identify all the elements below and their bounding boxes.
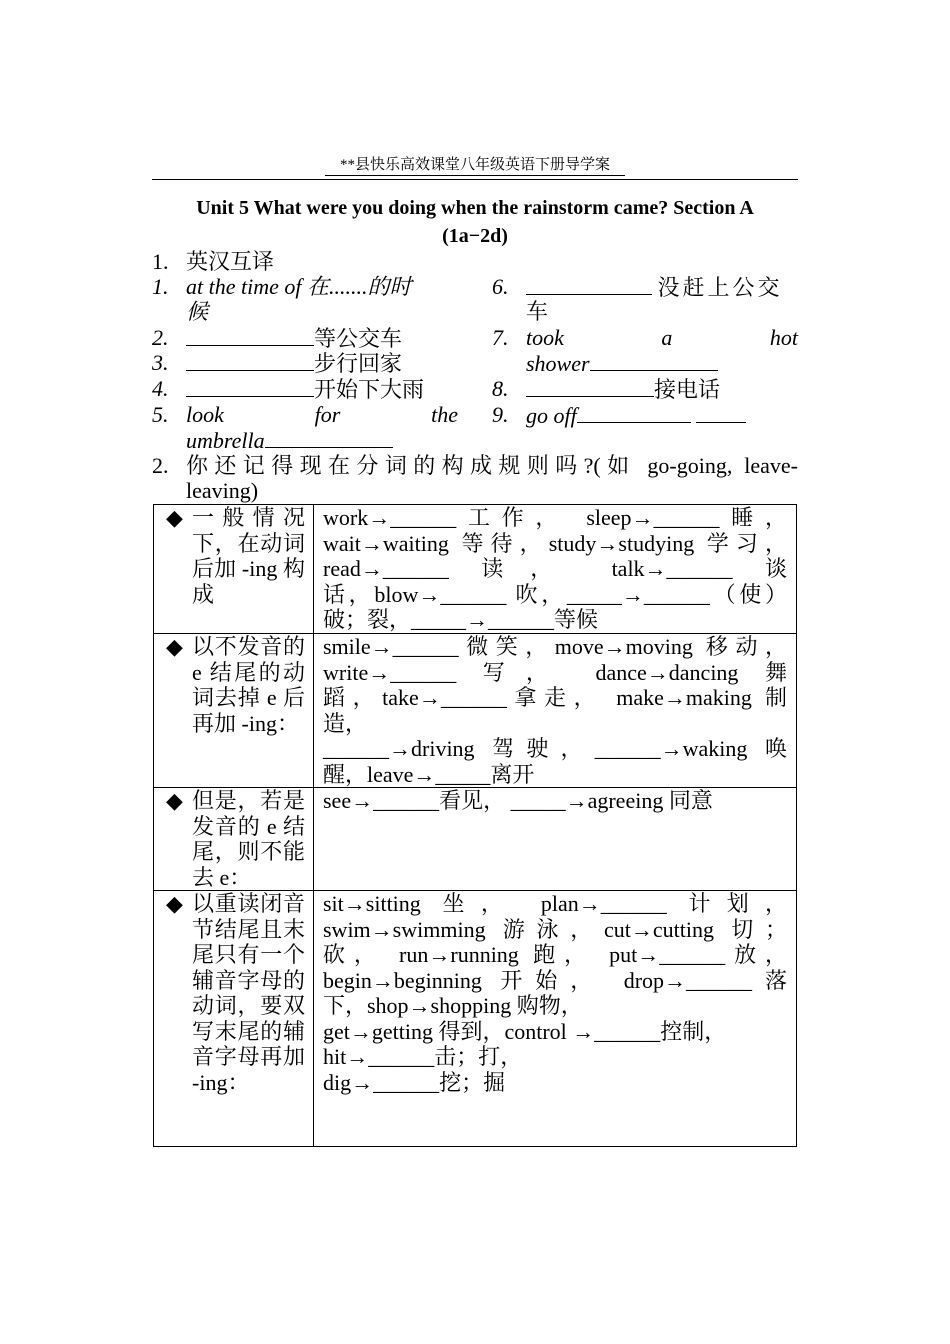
- example-line: hit→______击；打，: [323, 1044, 523, 1069]
- vocab-chinese: 等公交车: [314, 326, 403, 351]
- example-line: ______→driving 驾驶，______→waking 唤: [323, 736, 787, 761]
- diamond-bullet-icon: ◆: [166, 505, 183, 530]
- examples-cell: [314, 634, 797, 788]
- answer-blank[interactable]: [186, 376, 314, 397]
- answer-blank[interactable]: [186, 350, 314, 371]
- rule-cell: [154, 891, 314, 1147]
- vocab-item: [526, 402, 746, 428]
- vocab-word: for: [314, 402, 341, 427]
- rule-text: 一般情况下，在动词后加 -ing 构成: [192, 505, 305, 607]
- vocab-chinese-wrap: 候: [186, 299, 209, 324]
- vocab-number: 3.: [152, 350, 169, 375]
- rule-cell: [154, 505, 314, 634]
- table-row: [154, 891, 797, 1147]
- rule-cell: [154, 634, 314, 788]
- example-line: 砍， run→running 跑， put→______放，: [323, 942, 787, 967]
- example-line: swim→swimming 游泳，cut→cutting 切；: [323, 916, 787, 942]
- example-line: get→getting 得到，control →______控制，: [323, 1018, 727, 1044]
- vocab-chinese: 步行回家: [314, 351, 403, 376]
- unit-title-line1: Unit 5 What were you doing when the rainstorm came? Section A: [196, 197, 754, 219]
- vocab-word: hot: [769, 325, 798, 350]
- vocab-english: go off: [526, 403, 577, 428]
- vocab-item: [526, 325, 798, 350]
- vocab-item: [526, 376, 720, 402]
- diamond-bullet-icon: ◆: [166, 891, 183, 916]
- section1-heading: 英汉互译: [186, 249, 275, 274]
- example-line: write→______ 写， dance→dancing 舞: [323, 659, 787, 685]
- answer-blank[interactable]: [265, 427, 393, 448]
- rule-cell: [154, 788, 314, 891]
- rule-text: 但是，若是发音的 e 结尾，则不能去 e：: [192, 788, 305, 890]
- section1-number: 1.: [152, 249, 169, 274]
- answer-blank[interactable]: [186, 325, 314, 346]
- ing-rules-table: [153, 504, 797, 1147]
- vocab-item-wrap: [186, 427, 393, 453]
- vocab-chinese: 没赶上公交: [657, 275, 783, 300]
- example-line: 下，shop→shopping 购物，: [323, 993, 583, 1018]
- vocab-number: 1.: [152, 274, 169, 299]
- example-line: wait→waiting 等待，study→studying 学习，: [323, 530, 787, 556]
- example-line: 醒，leave→_____离开: [323, 761, 535, 787]
- example-line: work→______工作， sleep→______睡，: [323, 505, 787, 530]
- vocab-item: [526, 274, 783, 300]
- table-row: [154, 634, 797, 788]
- vocab-chinese-wrap: 车: [526, 299, 549, 324]
- example-line: begin→beginning 开始， drop→______落: [323, 967, 787, 993]
- example-line: read→______ 读， talk→______ 谈: [323, 556, 787, 581]
- vocab-number: 6.: [492, 274, 509, 299]
- vocab-number: 7.: [492, 325, 509, 350]
- vocab-number: 2.: [152, 325, 169, 350]
- vocab-word: a: [661, 325, 673, 350]
- table-row: [154, 505, 797, 634]
- vocab-item: [186, 274, 412, 299]
- answer-blank[interactable]: [590, 350, 718, 371]
- unit-title: [152, 194, 798, 250]
- vocab-chinese: 在.......的时: [306, 274, 412, 299]
- vocab-number: 4.: [152, 376, 169, 401]
- vocab-word: umbrella: [186, 428, 265, 453]
- example-line: 话，blow→______ 吹，_____→______（使）: [323, 581, 787, 607]
- unit-title-line2: (1a−2d): [442, 225, 508, 247]
- header-underline: [325, 175, 625, 176]
- example-line: smile→______微笑，move→moving 移动，: [323, 634, 787, 659]
- example-line: see→______看见， _____→agreeing 同意: [323, 788, 713, 813]
- vocab-word: the: [431, 402, 458, 427]
- answer-blank[interactable]: [696, 402, 746, 423]
- examples-cell: [314, 505, 797, 634]
- answer-blank[interactable]: [577, 402, 691, 423]
- vocab-word: shower: [526, 351, 590, 376]
- vocab-item: [186, 402, 458, 427]
- vocab-number: 9.: [492, 402, 509, 427]
- section2-number: 2.: [152, 453, 169, 478]
- section2-question-wrap: leaving): [186, 478, 259, 503]
- vocab-number: 5.: [152, 402, 169, 427]
- examples-cell: [314, 788, 797, 891]
- examples-cell: [314, 891, 797, 1147]
- vocab-item: [186, 350, 402, 376]
- rule-text: 以不发音的 e 结尾的动词去掉 e 后再加 -ing：: [192, 634, 305, 736]
- vocab-english: at the time of: [186, 274, 302, 299]
- table-row: [154, 788, 797, 891]
- vocab-word: look: [186, 402, 224, 427]
- example-line: 造，: [323, 710, 368, 736]
- vocab-item: [186, 325, 402, 351]
- example-line: 蹈，take→______拿走， make→making 制: [323, 685, 787, 710]
- section2-question: 你还记得现在分词的构成规则吗?(如 go-going, leave-: [186, 453, 798, 478]
- vocab-chinese: 接电话: [654, 377, 721, 402]
- vocab-number: 8.: [492, 376, 509, 401]
- answer-blank[interactable]: [526, 376, 654, 397]
- example-line: dig→______挖；掘: [323, 1069, 506, 1095]
- rule-text: 以重读闭音节结尾且末尾只有一个辅音字母的动词，要双写末尾的辅音字母再加 -ing：: [192, 891, 305, 1095]
- answer-blank[interactable]: [526, 274, 652, 295]
- diamond-bullet-icon: ◆: [166, 634, 183, 659]
- vocab-word: took: [526, 325, 564, 350]
- page-header: **县快乐高效课堂八年级英语下册导学案: [339, 157, 610, 173]
- vocab-item-wrap: [526, 350, 718, 376]
- diamond-bullet-icon: ◆: [166, 788, 183, 813]
- header-rule: [152, 179, 798, 180]
- vocab-item: [186, 376, 424, 402]
- example-line: 破；裂，_____→______等候: [323, 607, 599, 632]
- example-line: sit→sitting 坐， plan→______ 计划，: [323, 891, 787, 916]
- vocab-chinese: 开始下大雨: [314, 377, 425, 402]
